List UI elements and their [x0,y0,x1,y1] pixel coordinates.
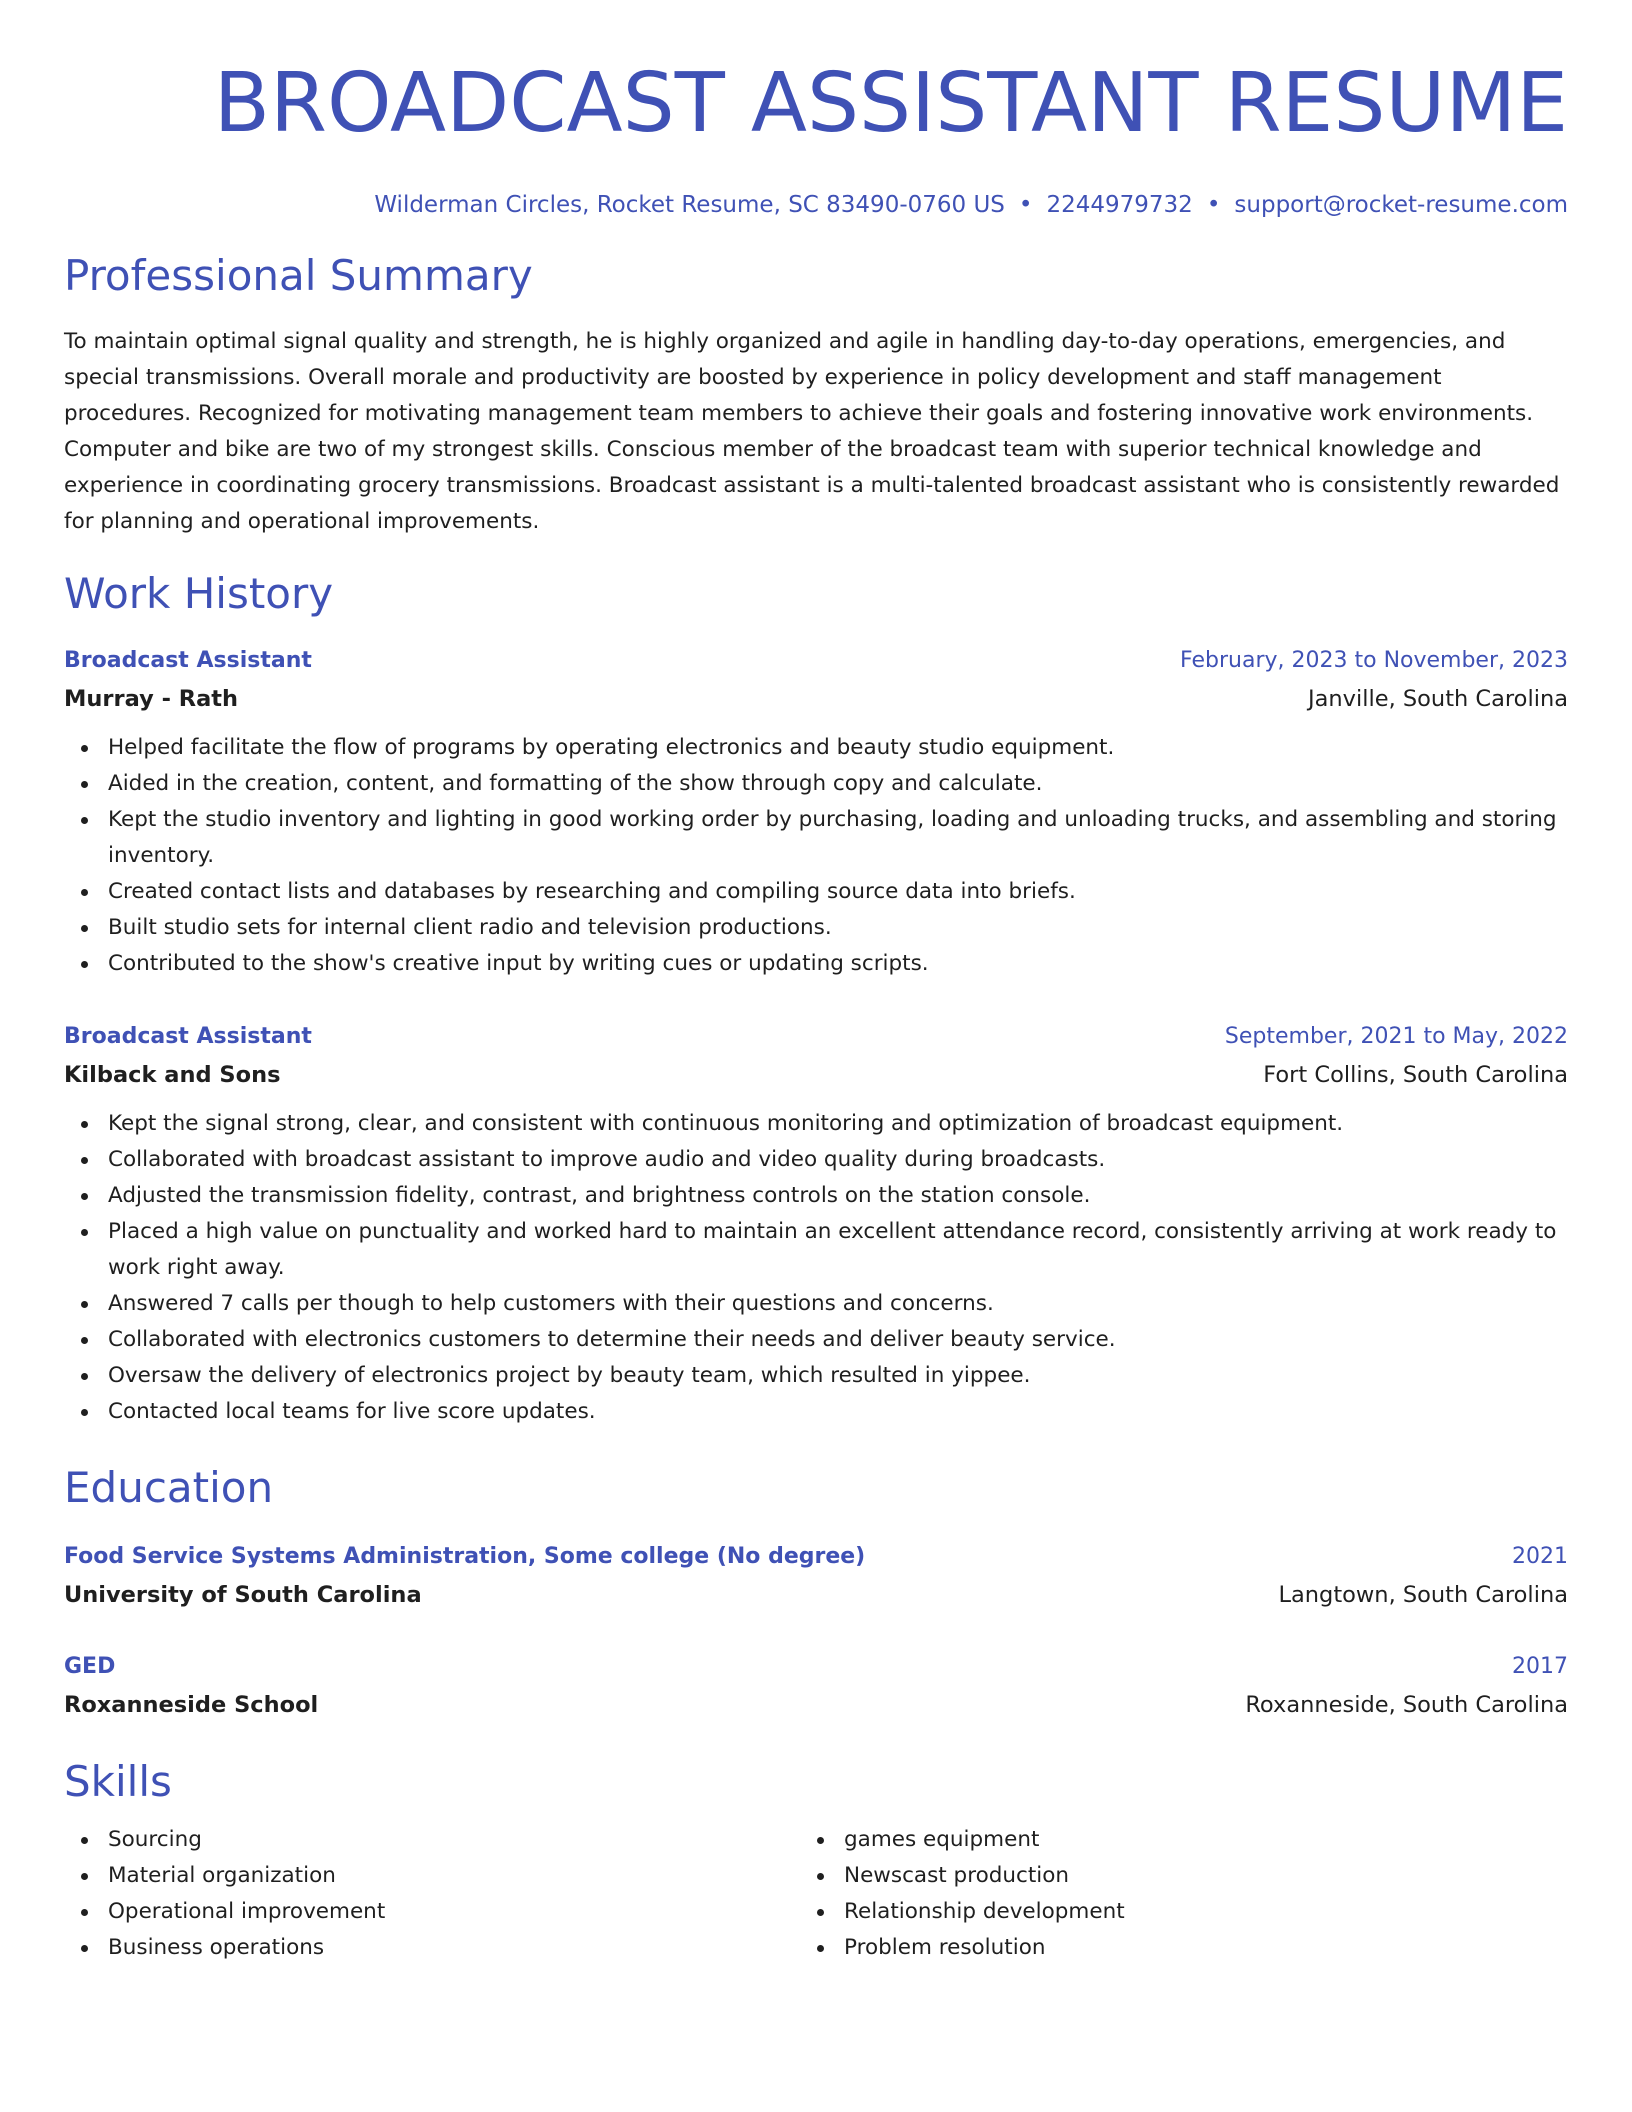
education-entry [64,1648,1568,1724]
employer-name: Murray - Rath [64,686,239,712]
job-bullet: Kept the studio inventory and lighting in good working order by purchasing, loading and unloading trucks, and assembling and storing inventory. [108,802,1568,874]
contact-address: Wilderman Circles, Rocket Resume, SC 83490-0760 US [374,192,1005,218]
job-location: Janville, South Carolina [1307,686,1568,712]
skill-item: Relationship development [844,1894,1536,1930]
section-heading-education: Education [64,1463,274,1512]
skill-item: games equipment [844,1822,1536,1858]
degree-name: GED [64,1654,116,1679]
resume-header [64,56,1568,220]
skill-item: Material organization [108,1858,800,1894]
job-bullet: Placed a high value on punctuality and worked hard to maintain an excellent attendance record, consistently arriving at work ready to work right away. [108,1214,1568,1286]
contact-line [64,190,1568,220]
graduation-year: 2017 [1512,1654,1568,1679]
bullet-separator: • [1206,192,1221,218]
skill-item: Business operations [108,1930,800,1966]
employer-name: Kilback and Sons [64,1062,281,1088]
degree-row [64,1648,1568,1686]
professional-summary-section [64,250,1568,540]
job-bullet-list [64,1106,1568,1430]
job-entry [64,642,1568,982]
school-name: Roxanneside School [64,1692,319,1718]
summary-text: To maintain optimal signal quality and strength, he is highly organized and agile in handling day-to-day operations, emergencies, and special transmissions. Overall morale and productivity are boosted by experience in policy development and staff management procedures. Recognized for motivating management team members to achieve their goals and fostering innovative work environments. Computer and bike are two of my strongest skills. Conscious member of the broadcast team with superior technical knowledge and experience in coordinating grocery transmissions. Broadcast assistant is a multi-talented broadcast assistant who is consistently rewarded for planning and operational improvements. [64,329,1560,534]
graduation-year: 2021 [1512,1544,1568,1569]
contact-email[interactable]: support@rocket-resume.com [1234,192,1568,218]
skills-column-right [800,1822,1536,1966]
job-title-row [64,1018,1568,1056]
school-row [64,1686,1568,1724]
school-name: University of South Carolina [64,1582,422,1608]
job-title: Broadcast Assistant [64,648,312,673]
school-location: Roxanneside, South Carolina [1245,1692,1568,1718]
job-location: Fort Collins, South Carolina [1263,1062,1568,1088]
skills-list [800,1822,1536,1966]
resume-title: BROADCAST ASSISTANT RESUME [213,56,1568,151]
work-history-section [64,568,1568,1430]
skill-item: Sourcing [108,1822,800,1858]
job-bullet-list [64,730,1568,982]
skill-item: Operational improvement [108,1894,800,1930]
job-bullet: Created contact lists and databases by researching and compiling source data into briefs. [108,874,1568,910]
job-title: Broadcast Assistant [64,1024,312,1049]
skills-list [64,1822,800,1966]
bullet-separator: • [1018,192,1033,218]
section-heading-summary: Professional Summary [64,251,533,300]
job-title-row [64,642,1568,680]
job-bullet: Answered 7 calls per though to help customers with their questions and concerns. [108,1286,1568,1322]
education-section [64,1462,1568,1724]
contact-phone: 2244979732 [1046,192,1193,218]
section-heading-work-history: Work History [64,569,334,618]
degree-name: Food Service Systems Administration, Some college (No degree) [64,1544,866,1569]
school-location: Langtown, South Carolina [1278,1582,1568,1608]
job-dates: February, 2023 to November, 2023 [1180,648,1568,673]
school-row [64,1576,1568,1614]
job-bullet: Contributed to the show's creative input by writing cues or updating scripts. [108,946,1568,982]
job-bullet: Aided in the creation, content, and formatting of the show through copy and calculate. [108,766,1568,802]
job-bullet: Helped facilitate the flow of programs by operating electronics and beauty studio equipment. [108,730,1568,766]
skills-column-left [64,1822,800,1966]
skills-grid [64,1822,1568,1966]
job-dates: September, 2021 to May, 2022 [1224,1024,1568,1049]
job-employer-row [64,1056,1568,1094]
job-bullet: Kept the signal strong, clear, and consistent with continuous monitoring and optimization of broadcast equipment. [108,1106,1568,1142]
skills-section [64,1756,1568,1966]
job-bullet: Oversaw the delivery of electronics project by beauty team, which resulted in yippee. [108,1358,1568,1394]
job-bullet: Built studio sets for internal client radio and television productions. [108,910,1568,946]
job-bullet: Adjusted the transmission fidelity, contrast, and brightness controls on the station console. [108,1178,1568,1214]
job-bullet: Contacted local teams for live score updates. [108,1394,1568,1430]
degree-row [64,1538,1568,1576]
section-heading-skills: Skills [64,1757,172,1806]
job-bullet: Collaborated with electronics customers to determine their needs and deliver beauty service. [108,1322,1568,1358]
education-entry [64,1538,1568,1614]
job-entry [64,1018,1568,1430]
skill-item: Newscast production [844,1858,1536,1894]
job-bullet: Collaborated with broadcast assistant to improve audio and video quality during broadcasts. [108,1142,1568,1178]
skill-item: Problem resolution [844,1930,1536,1966]
job-employer-row [64,680,1568,718]
